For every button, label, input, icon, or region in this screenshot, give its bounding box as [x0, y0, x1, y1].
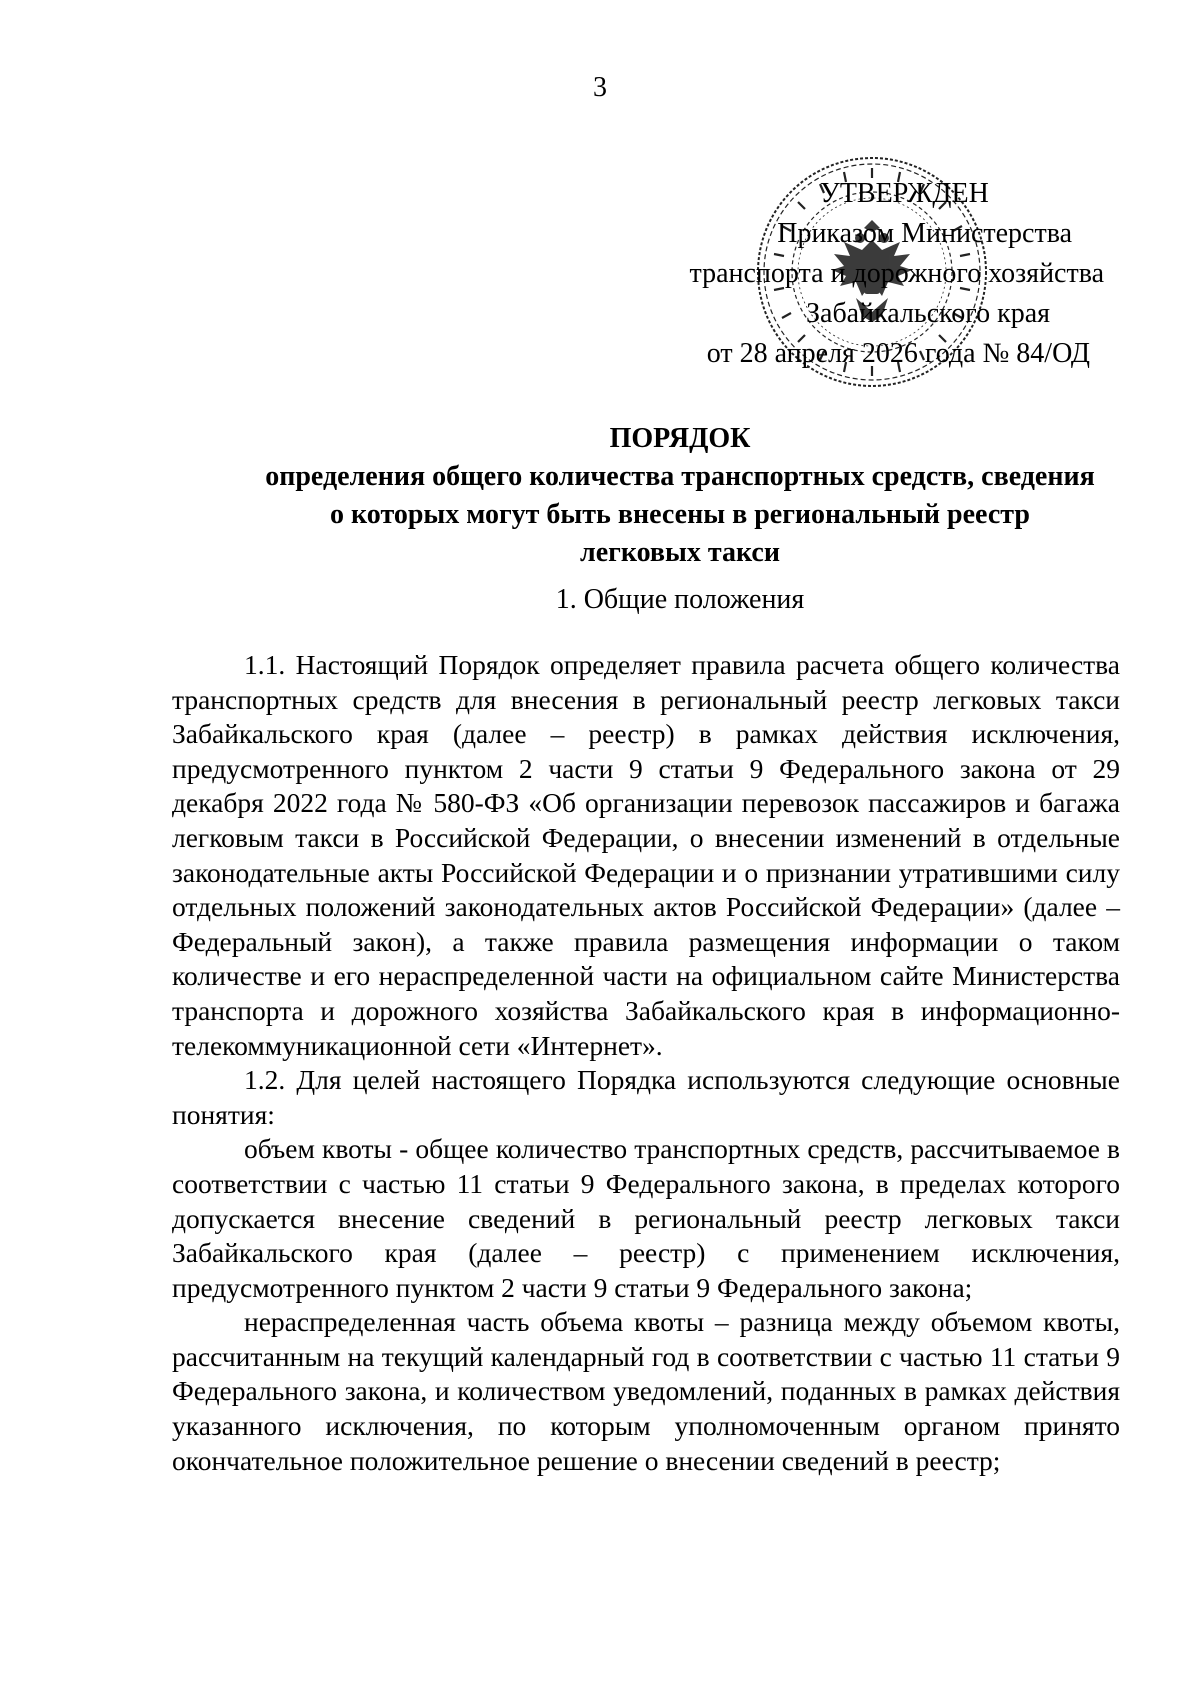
title-subtitle-line-2: о которых могут быть внесены в региональный реестр [330, 499, 1030, 530]
approval-region: Забайкальского края [805, 298, 1050, 329]
page-number: 3 [593, 72, 607, 103]
approval-date-number: от 28 апреля 2026 года № 84/ОД [706, 338, 1090, 369]
document-title [240, 420, 1120, 572]
title-subtitle-line-3: легковых такси [580, 537, 780, 568]
approval-approved: УТВЕРЖДЕН [820, 178, 989, 209]
approval-order-of: Приказом Министерства [777, 218, 1072, 249]
paragraph-1-1: 1.1. Настоящий Порядок определяет правила расчета общего количества транспортных средств для внесения в региональный реестр легковых такси Забайкальского края (далее – реестр) в рамках действия исключения, предусмотренного пунктом 2 части 9 статьи 9 Федерального закона от 29 декабря 2022 года № 580-ФЗ «Об организации перевозок пассажиров и багажа легковым такси в Российской Федерации, о внесении изменений в отдельные законодательные акты Российской Федерации и о признании утратившими силу отдельных положений законодательных актов Российской Федерации» (далее – Федеральный закон), а также правила размещения информации о таком количестве и его нераспределенной части на официальном сайте Министерства транспорта и дорожного хозяйства Забайкальского края в информационно-телекоммуникационной сети «Интернет». [172, 649, 1120, 1061]
definition-unallocated-quota: нераспределенная часть объема квоты – разница между объемом квоты, рассчитанным на текущий календарный год в соответствии с частью 11 статьи 9 Федерального закона, и количеством уведомлений, поданных в рамках действия указанного исключения, по которым уполномоченным органом принято окончательное положительное решение о внесении сведений в реестр; [172, 1306, 1120, 1476]
title-subtitle-line-1: определения общего количества транспортных средств, сведения [265, 461, 1095, 492]
title-heading: ПОРЯДОК [609, 423, 751, 454]
paragraph-1-2: 1.2. Для целей настоящего Порядка используются следующие основные понятия: [172, 1064, 1120, 1130]
approval-block [660, 174, 1120, 374]
document-body [172, 648, 1120, 1478]
approval-ministry: транспорта и дорожного хозяйства [689, 258, 1104, 289]
definition-quota-volume: объем квоты - общее количество транспортных средств, рассчитываемое в соответствии с частью 11 статьи 9 Федерального закона, в пределах которого допускается внесение сведений в региональный реестр легковых такси Забайкальского края (далее – реестр) с применением исключения, предусмотренного пунктом 2 части 9 статьи 9 Федерального закона; [172, 1133, 1120, 1303]
section-heading: 1. Общие положения [555, 584, 805, 615]
